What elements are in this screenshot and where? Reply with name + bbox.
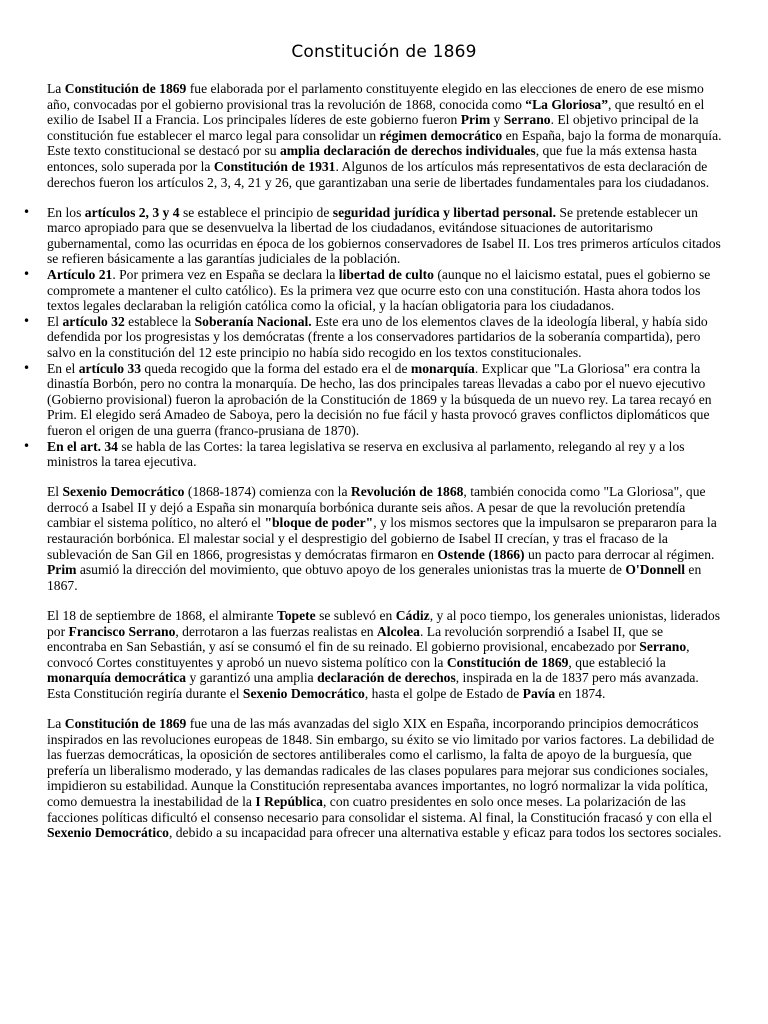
bold-text: O'Donnell [625, 562, 686, 578]
bold-text: Sexenio Democrático [62, 484, 185, 500]
bold-text: seguridad jurídica y libertad personal. [332, 204, 556, 220]
bold-text: Soberanía Nacional. [194, 313, 312, 329]
bold-text: artículo 32 [62, 313, 125, 329]
bold-text: Pavía [522, 685, 556, 701]
bold-text: Alcolea [376, 623, 420, 639]
bold-text: libertad de culto [338, 267, 434, 283]
bold-text: monarquía democrática [47, 670, 187, 686]
article-item-2-3-4: • En los artículos 2, 3 y 4 se establece el principio de seguridad jurídica y libertad personal. Se pretende establecer un marco apropiado para que se desenvuelva la libertad de los ciudadanos, evitándose situaciones de autoritarismo gubernamental, como las ocurridas en época de los gobiernos conservadores de Isabel II. Los tres primeros artículos citados se refieren básicamente a las garantías judiciales de la población. [47, 205, 723, 267]
bold-text: Sexenio Democrático [242, 685, 365, 701]
article-item-21: • Artículo 21. Por primera vez en España se declara la libertad de culto (aunque no el laicismo estatal, pues el gobierno se compromete a mantener el culto católico). Es la primera vez que ocurre esto con una constitución. Hasta ahora todos los textos legales declaraban la religión católica como la oficial, y la hacían obligatoria para los ciudadanos. [47, 267, 723, 314]
bold-text: Constitución de 1869 [64, 81, 187, 96]
articles-list [47, 205, 723, 470]
bold-text: régimen democrático [379, 127, 503, 143]
bold-text: Francisco Serrano [68, 623, 176, 639]
sexenio-paragraph: El Sexenio Democrático (1868-1874) comienza con la Revolución de 1868, también conocida como "La Gloriosa", que derrocó a Isabel II y dejó a España sin monarquía borbónica durante seis años. A pesar de que la revolución pretendía cambiar el sistema político, no alteró el "bloque de poder", y los mismos sectores que la impulsaron se prepararon para la restauración borbónica. El malestar social y el desprestigio del gobierno de Isabel II crecían, y tras el fracaso de la sublevación de San Gil en 1866, progresistas y demócratas firmaron en Ostende (1866) un pacto para derrocar al régimen. Prim asumió la dirección del movimiento, que obtuvo apoyo de los generales unionistas tras la muerte de O'Donnell en 1867. [47, 484, 717, 593]
bold-text: En el art. 34 [47, 438, 118, 454]
intro-paragraph: La Constitución de 1869 fue elaborada por el parlamento constituyente elegido en las elecciones de enero de ese mismo año, convocadas por el gobierno provisional tras la revolución de 1868, conocida como “La Gloriosa”, que resultó en el exilio de Isabel II a Francia. Los principales líderes de este gobierno fueron Prim y Serrano. El objetivo principal de la constitución fue establecer el marco legal para consolidar un régimen democrático en España, bajo la forma de monarquía. Este texto constitucional se destacó por su amplia declaración de derechos individuales, que fue la más extensa hasta entonces, solo superada por la Constitución de 1931. Algunos de los artículos más representativos de esta declaración de derechos fueron los artículos 2, 3, 4, 21 y 26, que garantizaban una serie de libertades fundamentales para los ciudadanos. [47, 81, 722, 190]
article-item-32: • El artículo 32 establece la Soberanía Nacional. Este era uno de los elementos claves de la ideología liberal, y había sido defendida por los progresistas y los demócratas (frente a los conservadores partidarios de la soberanía compartida), pero salvo en la constitución del 12 este principio no había sido recogido en los textos constitucionales. [47, 314, 723, 361]
revolution-paragraph: El 18 de septiembre de 1868, el almirante Topete se sublevó en Cádiz, y al poco tiempo, los generales unionistas, liderados por Francisco Serrano, derrotaron a las fuerzas realistas en Alcolea. La revolución sorprendió a Isabel II, que se encontraba en San Sebastián, y así se consumó el fin de su reinado. El gobierno provisional, encabezado por Serrano, convocó Cortes constituyentes y aprobó un nuevo sistema político con la Constitución de 1869, que estableció la monarquía democrática y garantizó una amplia declaración de derechos, inspirada en la de 1837 pero más avanzada. Esta Constitución regiría durante el Sexenio Democrático, hasta el golpe de Estado de Pavía en 1874. [47, 607, 721, 701]
bold-text: Revolución de 1868 [350, 484, 464, 500]
assessment-paragraph: La Constitución de 1869 fue una de las más avanzadas del siglo XIX en España, incorporando principios democráticos inspirados en las revoluciones europeas de 1848. Sin embargo, su éxito se vio limitado por varios factores. La debilidad de las fuerzas democráticas, la oposición de sectores antiliberales como el carlismo, la falta de apoyo de la burguesía, que prefería un liberalismo moderado, y las demandas radicales de las clases populares para mejorar sus condiciones sociales, impidieron su estabilidad. Aunque la Constitución representaba avances importantes, no logró normalizar la vida política, como demuestra la inestabilidad de la I República, con cuatro presidentes en solo once meses. La polarización de las facciones políticas dificultó el consenso necesario para consolidar el sistema. Al final, la Constitución fracasó y con ella el Sexenio Democrático, debido a su incapacidad para ofrecer una alternativa estable y eficaz para todos los sectores sociales. [47, 715, 722, 841]
bold-text: Artículo 21 [47, 267, 113, 283]
bold-text: “La Gloriosa” [525, 96, 608, 112]
bold-text: monarquía [410, 360, 475, 376]
bold-text: Cádiz [395, 607, 430, 623]
document-body [47, 81, 723, 841]
bold-text: Prim [460, 112, 491, 128]
bold-text: Constitución de 1931 [213, 158, 336, 174]
bold-text: I República [255, 793, 323, 809]
bold-text: Sexenio Democrático [47, 825, 169, 841]
bold-text: Prim [47, 562, 77, 578]
bold-text: Serrano [503, 112, 551, 128]
article-item-33: • En el artículo 33 queda recogido que la forma del estado era el de monarquía. Explicar que "La Gloriosa" era contra la dinastía Borbón, pero no contra la monarquía. De hecho, las dos principales tareas llevadas a cabo por el nuevo ejecutivo (Gobierno provisional) fueron la aprobación de la Constitución de 1869 y la búsqueda de un nuevo rey. La tarea recayó en Prim. El elegido será Amadeo de Saboya, pero la decisión no fue fácil y hasta provocó graves conflictos diplomáticos que fueron el origen de una guerra (franco-prusiana de 1870). [47, 361, 723, 439]
bold-text: amplia declaración de derechos individuales [279, 143, 536, 159]
bold-text: Constitución de 1869 [446, 654, 569, 670]
bold-text: artículo 33 [78, 360, 142, 376]
bold-text: declaración de derechos [317, 670, 456, 686]
bold-text: Serrano [639, 639, 687, 655]
article-item-34: • En el art. 34 se habla de las Cortes: la tarea legislativa se reserva en exclusiva al parlamento, relegando al rey y a los ministros la tarea ejecutiva. [47, 439, 723, 470]
bold-text: Topete [276, 607, 316, 623]
bold-text: "bloque de poder" [264, 515, 374, 531]
bold-text: Ostende (1866) [437, 546, 525, 562]
document-title: Constitución de 1869 [291, 42, 477, 62]
bold-text: Constitución de 1869 [64, 715, 187, 731]
bold-text: artículos 2, 3 y 4 [84, 204, 180, 220]
